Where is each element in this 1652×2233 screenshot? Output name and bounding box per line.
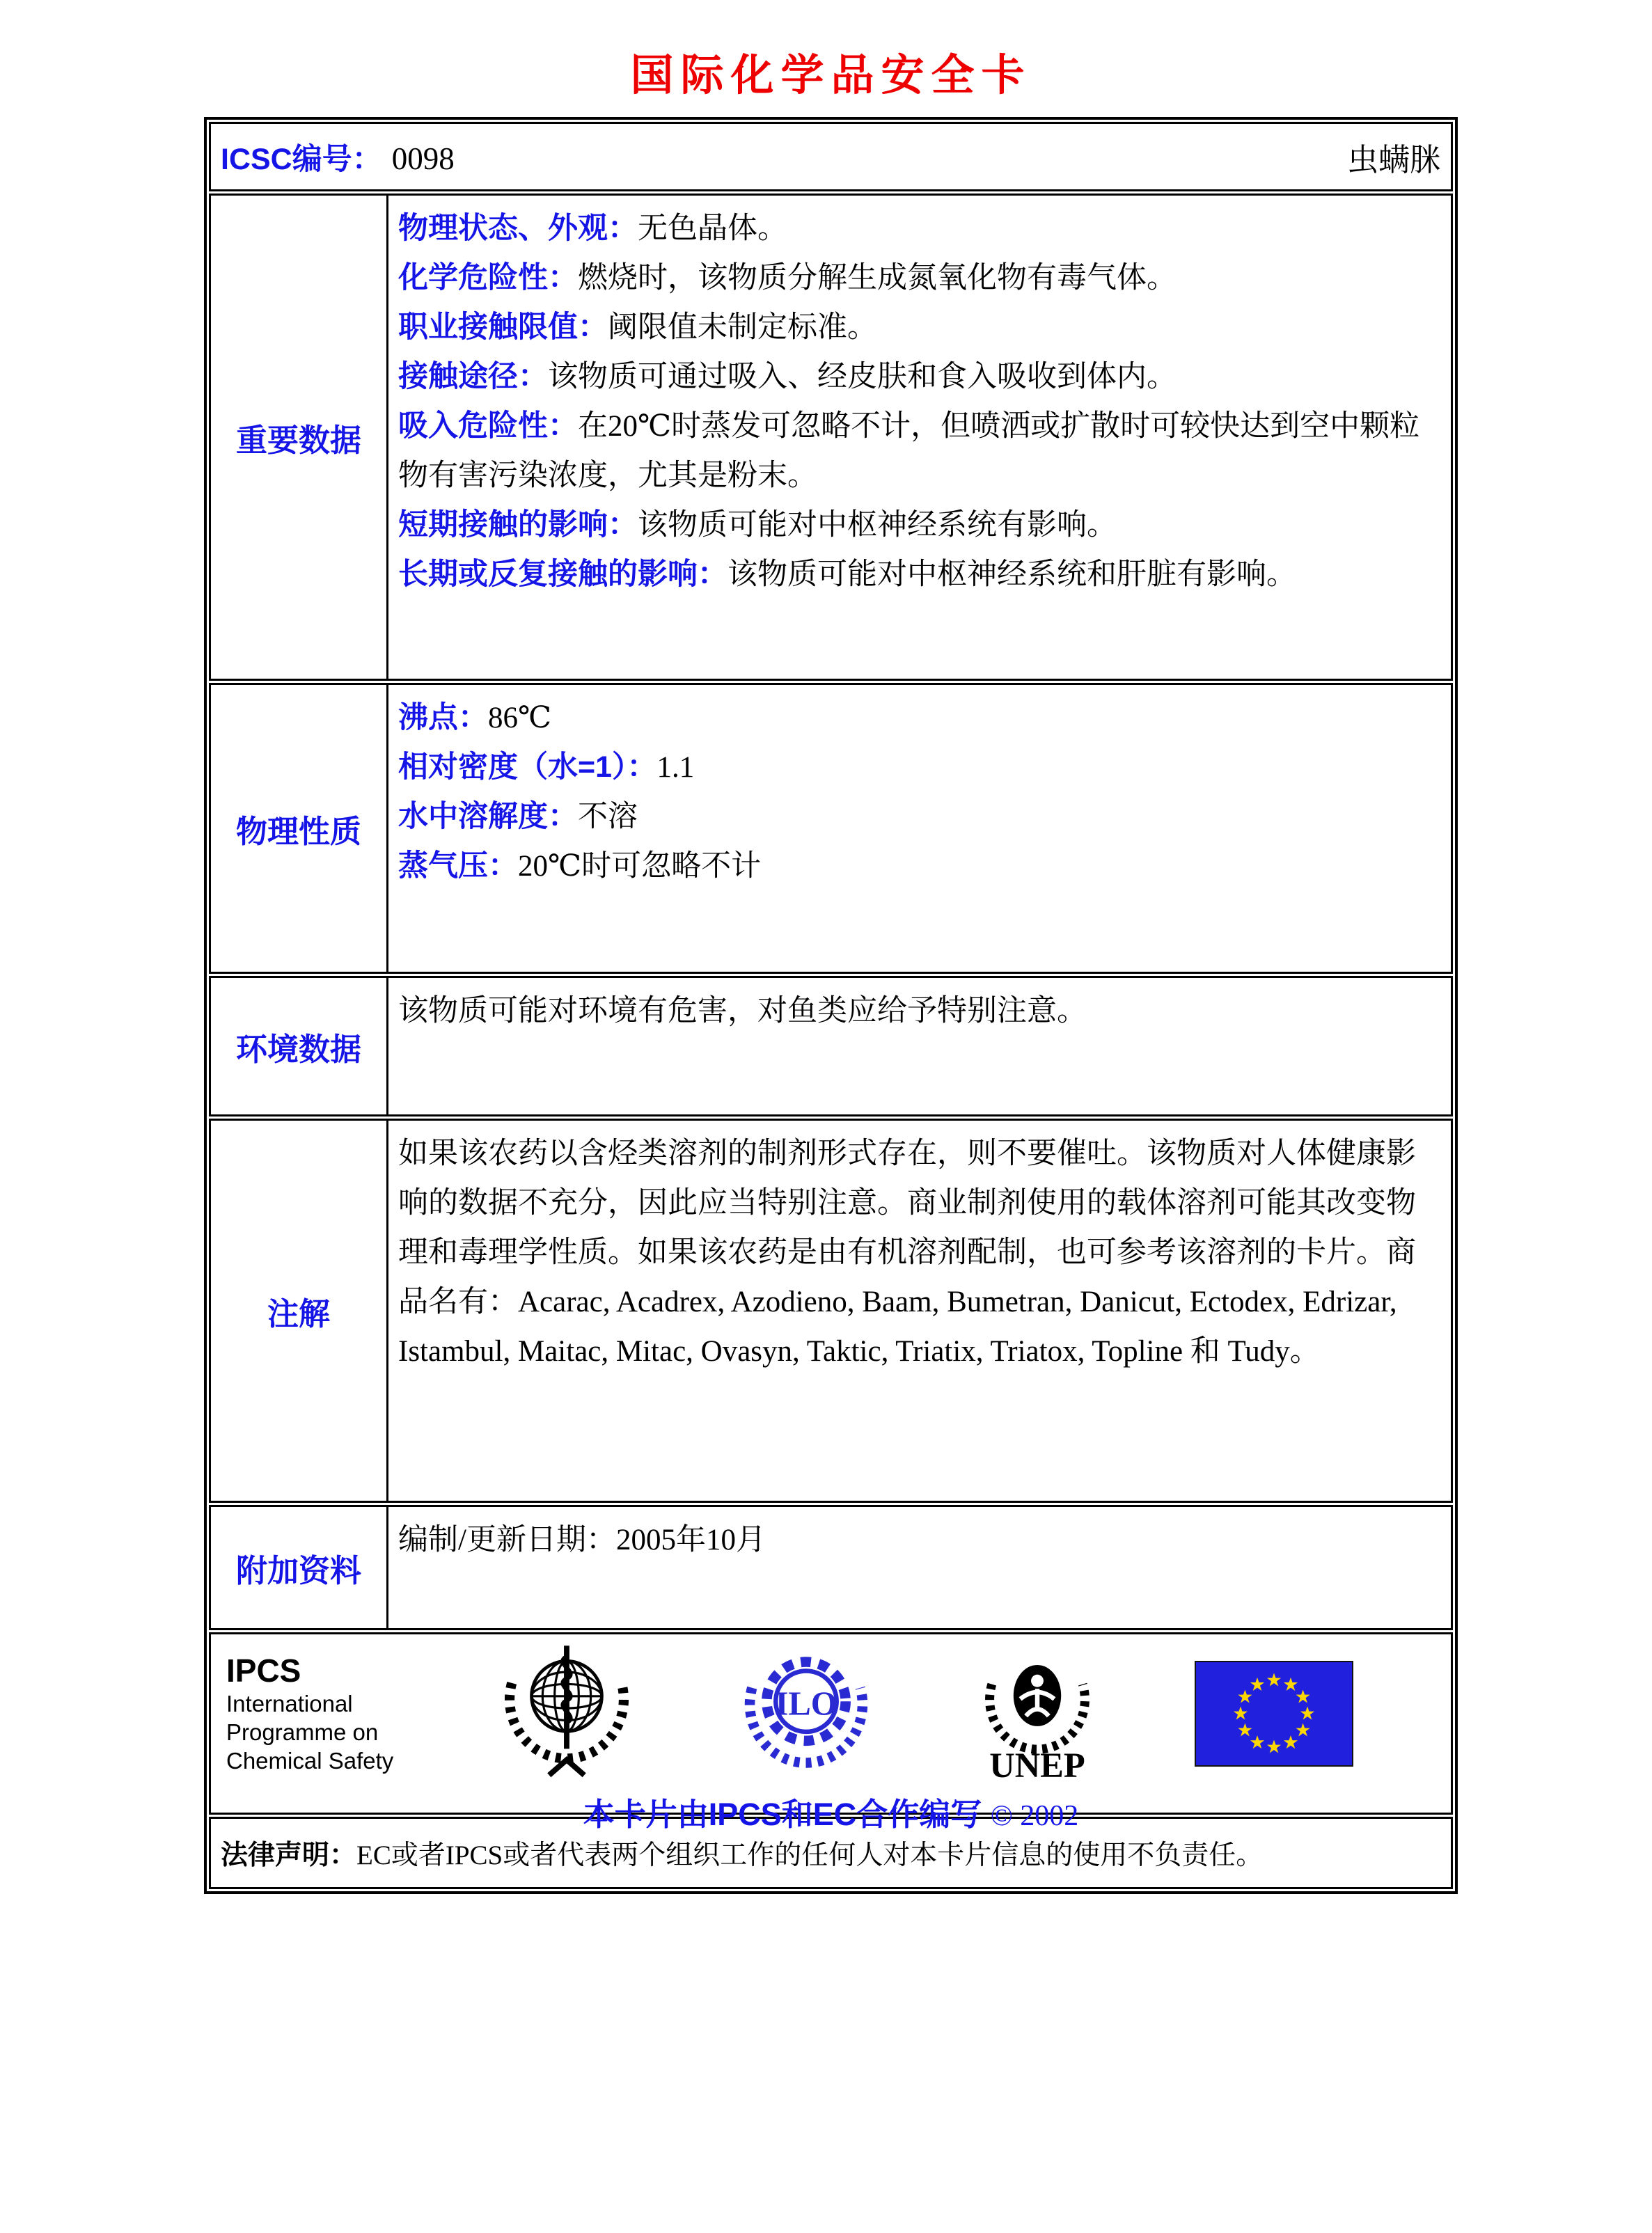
ipcs-title: IPCS: [226, 1652, 301, 1689]
entry-line: [398, 253, 1438, 303]
entry-line: [398, 352, 1438, 402]
icsc-number-label: ICSC编号：: [221, 142, 382, 176]
section-body-environment: 该物质可能对环境有危害，对鱼类应给予特别注意。: [398, 995, 1087, 1027]
logo-row: [211, 1634, 1451, 1786]
ipcs-subtitle-line: Chemical Safety: [226, 1748, 394, 1774]
entry-line: [398, 550, 1438, 599]
legal-text: EC或者IPCS或者代表两个组织工作的任何人对本卡片信息的使用不负责任。: [356, 1840, 1264, 1870]
icsc-number-group: [221, 136, 455, 178]
entry-line: [398, 303, 1438, 352]
section-label-environment: 环境数据: [211, 978, 388, 1114]
who-emblem-icon: [489, 1641, 644, 1786]
section-body-physical: [388, 685, 1451, 972]
svg-text:ILO: ILO: [774, 1684, 837, 1723]
icsc-number-value: 0098: [391, 141, 455, 176]
entry-value: 2005年10月: [615, 1524, 766, 1556]
entry-key: 长期或反复接触的影响：: [398, 558, 727, 591]
section-notes: [209, 1119, 1453, 1503]
section-logos: [209, 1632, 1453, 1832]
entry-key: 接触途径：: [398, 360, 548, 393]
entry-line: [398, 842, 1438, 891]
icsc-card: [204, 117, 1458, 1894]
section-label-additional: 附加资料: [211, 1507, 388, 1628]
eu-flag-icon: [1195, 1661, 1353, 1767]
entry-key: 编制/更新日期：: [398, 1524, 616, 1556]
caption-year: © 2002: [990, 1800, 1079, 1832]
entry-value: 阈限值未制定标准。: [608, 311, 877, 344]
entry-value: 该物质可通过吸入、经皮肤和食入吸收到体内。: [548, 361, 1177, 393]
entry-value: 无色晶体。: [638, 212, 787, 245]
entry-value: 1.1: [656, 751, 695, 784]
entry-value: 燃烧时，该物质分解生成氮氧化物有毒气体。: [578, 262, 1177, 294]
section-additional-info: [209, 1505, 1453, 1630]
entry-value: 不溶: [578, 800, 638, 833]
section-important-data: [209, 194, 1453, 681]
entry-value: 20℃时可忽略不计: [518, 850, 762, 883]
entry-key: 吸入危险性：: [398, 409, 578, 443]
entry-key: 相对密度（水=1）：: [398, 750, 657, 784]
entry-key: 物理状态、外观：: [398, 212, 638, 245]
entry-key: 化学危险性：: [398, 261, 578, 294]
entry-line: [398, 743, 1438, 792]
entry-line: [398, 402, 1438, 500]
entry-key: 沸点：: [398, 701, 488, 734]
ipcs-subtitle-line: Programme on: [226, 1719, 379, 1745]
entry-value: 在20℃时蒸发可忽略不计，但喷洒或扩散时可较快达到空中颗粒物有害污染浓度，尤其是粉末。: [398, 410, 1420, 492]
ipcs-text-block: [226, 1652, 402, 1776]
entry-line: [398, 500, 1438, 550]
entry-value: 该物质可能对中枢神经系统有影响。: [638, 509, 1117, 542]
page-title: 国际化学品安全卡: [630, 52, 1032, 100]
svg-text:UNEP: UNEP: [989, 1746, 1085, 1784]
section-body-additional: [388, 1507, 1451, 1628]
entry-value: 86℃: [488, 702, 552, 734]
ipcs-subtitle-line: International: [226, 1690, 353, 1717]
entry-line: [398, 792, 1438, 842]
legal-label: 法律声明：: [221, 1840, 357, 1870]
caption-main: 本卡片由IPCS和EC合作编写: [583, 1797, 982, 1832]
section-environmental-data: [209, 976, 1453, 1116]
entry-key: 蒸气压：: [398, 849, 518, 883]
entry-line: [398, 1515, 1438, 1565]
chemical-name: 虫螨脒: [1346, 142, 1441, 177]
entry-key: 短期接触的影响：: [398, 508, 638, 542]
entry-line: [398, 693, 1438, 743]
section-body-notes: 如果该农药以含烃类溶剂的制剂形式存在，则不要催吐。该物质对人体健康影响的数据不充分，因此应当特别注意。商业制剂使用的载体溶剂可能其改变物理和毒理学性质。如果该农药是由有机溶剂配制，也可参考该溶剂的卡片。商品名有：Acarac, Acadrex, Azodieno, Baam, Bumetran, Danicut, Ectodex, Edrizar, Istambul, Maitac, Mitac, Ovasyn, Taktic, Triatix, Triatox, Topline 和 Tudy。: [398, 1137, 1416, 1368]
section-physical-properties: [209, 683, 1453, 974]
entry-value: 该物质可能对中枢神经系统和肝脏有影响。: [727, 558, 1296, 591]
ilo-emblem-icon: [732, 1643, 881, 1785]
entry-line: [398, 204, 1438, 253]
unep-emblem-icon: [968, 1643, 1107, 1784]
cooperation-caption: [211, 1789, 1451, 1834]
section-label-important: 重要数据: [211, 196, 388, 679]
section-label-notes: 注解: [211, 1121, 388, 1501]
section-label-physical: 物理性质: [211, 685, 388, 972]
header-row: [209, 122, 1453, 191]
entry-key: 水中溶解度：: [398, 800, 578, 833]
entry-key: 职业接触限值：: [398, 310, 608, 344]
section-body-important: [388, 196, 1451, 679]
